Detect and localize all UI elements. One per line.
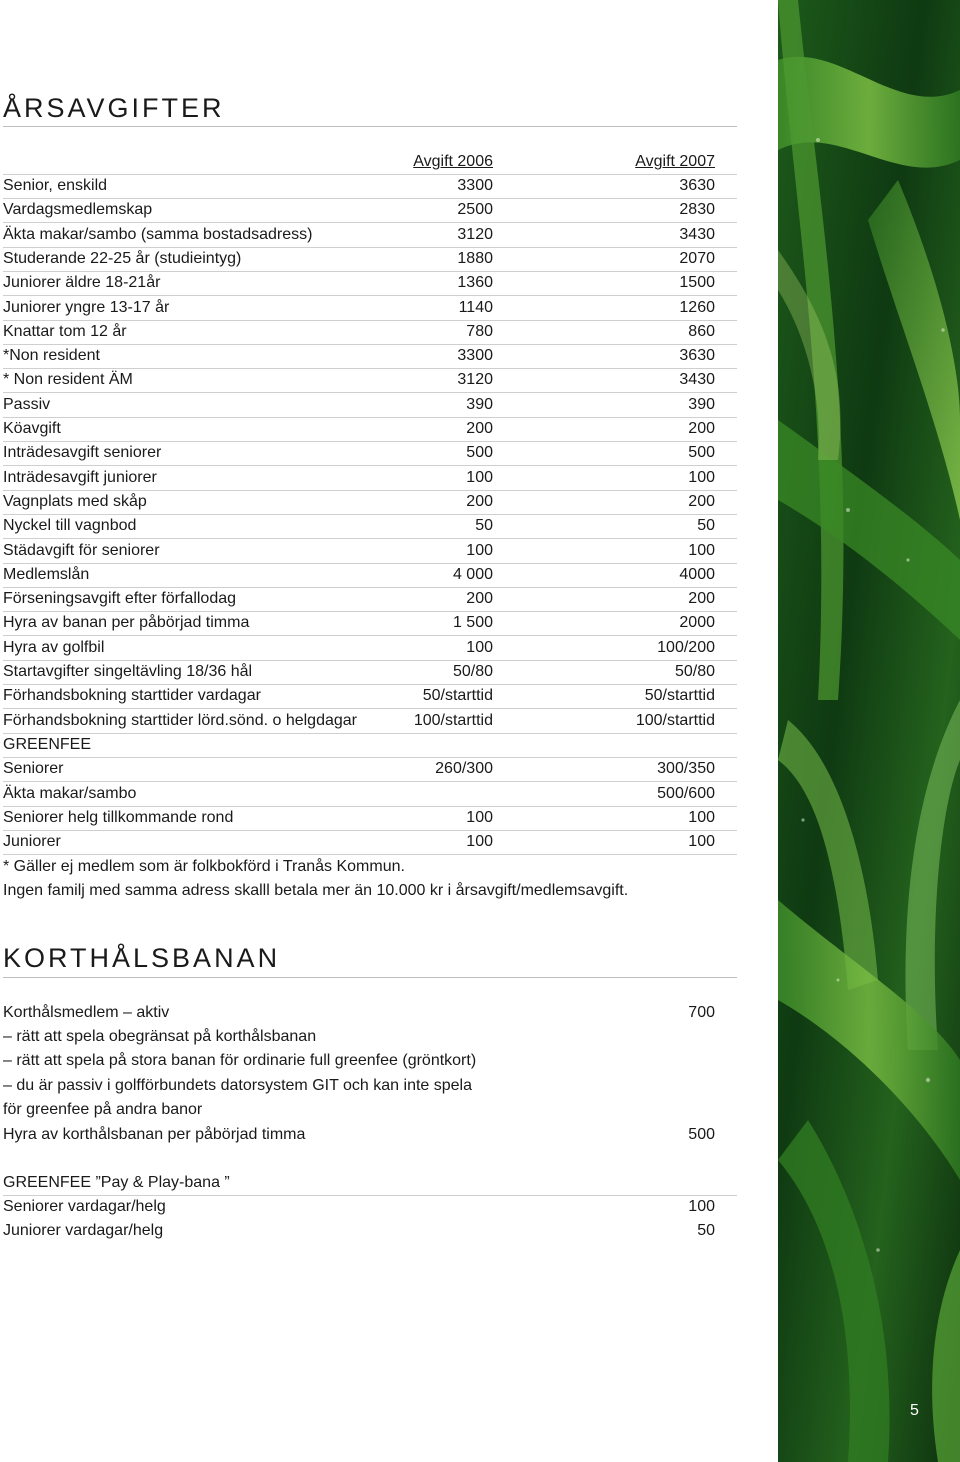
fee-2006: 200 [466,420,493,437]
footnote-resident: * Gäller ej medlem som är folkbokförd i Tranås Kommun. [3,858,405,875]
table-header [3,151,737,175]
fee-2007: 2830 [679,201,715,219]
fee-label: Juniorer äldre 18-21år [3,274,161,292]
fee-2007: 50 [697,517,715,535]
fee-2007: 4000 [679,565,715,583]
fee-2007: 100/200 [657,638,715,656]
fee-label: *Non resident [3,347,100,365]
table-row [3,248,737,272]
table-row [3,297,737,321]
table-row [3,612,737,636]
item-label: Hyra av korthålsbanan per påbörjad timma [3,1126,306,1143]
fee-2006: 2500 [457,201,493,219]
fee-2006: 100 [466,541,493,559]
fee-label: Hyra av banan per påbörjad timma [3,614,250,632]
annual-fees-title: ÅRSAVGIFTER [3,93,225,123]
fee-label: Äkta makar/sambo (samma bostadsadress) [3,225,313,243]
fee-label: Seniorer helg tillkommande rond [3,808,234,826]
table-row [3,540,737,564]
table-row [3,807,737,831]
item-label: för greenfee på andra banor [3,1101,203,1118]
fee-2006: 4 000 [452,565,493,583]
table-row [3,272,737,296]
item-value: 100 [688,1198,715,1215]
greenfee-header [3,1172,737,1196]
fee-label: Passiv [3,395,51,413]
col-2007-header: Avgift 2007 [635,153,715,170]
fee-2006: 500 [466,444,493,462]
fee-label: Städavgift för seniorer [3,541,160,559]
fee-2007: 3430 [679,371,715,389]
fee-2007: 1500 [679,274,715,292]
item-value: 700 [688,1004,715,1021]
table-row [3,588,737,612]
fee-label: Medlemslån [3,565,90,583]
list-item [3,1124,737,1148]
fee-label: Studerande 22-25 år (studieintyg) [3,249,242,267]
fee-2006: 390 [466,395,493,413]
fee-2007: 200 [688,492,715,510]
fee-label: Förseningsavgift efter förfallodag [3,590,237,608]
grass-leaves-photo-icon [778,0,960,1462]
table-row [3,783,737,807]
fee-label: Inträdesavgift juniorer [3,468,157,486]
table-row [3,637,737,661]
fee-label: Vagnplats med skåp [3,492,147,510]
list-item [3,1026,737,1050]
table-row [3,224,737,248]
fee-2007: 100/starttid [635,711,715,729]
fee-2007: 500/600 [657,784,715,802]
table-row [3,467,737,491]
fee-2006: 50 [475,517,493,535]
fee-2007: 2000 [679,614,715,632]
fee-2007: 3430 [679,225,715,243]
title-rule [3,126,737,127]
fee-2006: 1360 [457,274,493,292]
fee-2007: 50/80 [674,663,715,680]
fee-2007: 100 [688,808,715,826]
table-row [3,758,737,782]
table-row [3,491,737,515]
fee-label: Inträdesavgift seniorer [3,444,162,462]
table-row [3,418,737,442]
fee-2007: 100 [688,833,715,851]
fee-label: GREENFEE [3,735,92,753]
item-label: Juniorer vardagar/helg [3,1222,164,1239]
title-rule [3,977,737,978]
table-row [3,831,737,855]
fee-2006: 100 [466,638,493,656]
table-row [3,442,737,466]
fee-2006: 100 [466,808,493,826]
fee-2007: 200 [688,420,715,437]
table-row [3,710,737,734]
fee-label: Förhandsbokning starttider vardagar [3,687,261,705]
table-row [3,564,737,588]
table-row [3,394,737,418]
table-row [3,369,737,393]
item-label: – du är passiv i golfförbundets datorsystem GIT och kan inte spela [3,1077,472,1094]
fee-label: Juniorer [3,833,61,851]
fee-label: * Non resident ÄM [3,371,133,389]
table-row [3,734,737,758]
table-row [3,199,737,223]
fee-2006: 200 [466,492,493,510]
fee-label: Nyckel till vagnbod [3,517,137,535]
fee-2007: 200 [688,590,715,608]
col-2006-header: Avgift 2006 [413,153,493,170]
fee-2007: 3630 [679,177,715,194]
list-item [3,1196,737,1220]
fee-2007: 860 [688,322,715,340]
fee-2006: 3120 [457,225,493,243]
fee-2007: 100 [688,541,715,559]
table-row [3,345,737,369]
fee-2007: 1260 [679,298,715,316]
item-label: – rätt att spela på stora banan för ordinarie full greenfee (gröntkort) [3,1052,477,1069]
fee-2007: 390 [688,395,715,413]
fee-label: Startavgifter singeltävling 18/36 hål [3,663,253,680]
list-item [3,1099,737,1123]
fee-label: Köavgift [3,420,61,437]
item-label: Korthålsmedlem – aktiv [3,1004,170,1021]
grass-photo [778,0,960,1462]
fee-2006: 3300 [457,177,493,194]
fee-label: Hyra av golfbil [3,638,105,656]
fee-2006: 50/80 [452,663,493,680]
fee-label: Juniorer yngre 13-17 år [3,298,170,316]
item-label: Seniorer vardagar/helg [3,1198,166,1215]
fee-2006: 50/starttid [422,687,493,705]
fee-2006: 260/300 [435,760,493,778]
table-row [3,321,737,345]
table-row [3,661,737,685]
fee-2007: 500 [688,444,715,462]
fee-2006: 1140 [458,298,493,316]
item-value: 50 [697,1222,715,1239]
fee-2006: 100/starttid [413,711,493,729]
fee-2007: 2070 [679,249,715,267]
fee-label: Förhandsbokning starttider lörd.sönd. o helgdagar [3,711,357,729]
fee-2006: 100 [466,833,493,851]
footnote-family-cap: Ingen familj med samma adress skalll betala mer än 10.000 kr i årsavgift/medlemsavgift. [3,882,629,899]
fee-2007: 50/starttid [644,687,715,705]
table-row [3,685,737,709]
table-row [3,515,737,539]
fee-label: Seniorer [3,760,64,778]
fee-label: Äkta makar/sambo [3,784,137,802]
list-item [3,1002,737,1026]
item-value: 500 [688,1126,715,1143]
list-item [3,1220,737,1244]
fee-2006: 3120 [457,371,493,389]
fee-2007: 100 [688,468,715,486]
list-item [3,1050,737,1074]
fee-2006: 780 [466,322,493,340]
greenfee-title: GREENFEE ”Pay & Play-bana ” [3,1174,230,1191]
fee-2006: 1880 [457,249,493,267]
fee-2007: 300/350 [657,760,715,778]
page-number: 5 [910,1402,919,1419]
fee-2006: 200 [466,590,493,608]
fee-label: Knattar tom 12 år [3,322,127,340]
table-row [3,175,737,199]
short-course-title: KORTHÅLSBANAN [3,943,281,973]
fee-2006: 100 [466,468,493,486]
fee-2006: 1 500 [452,614,493,632]
fee-2007: 3630 [679,347,715,365]
fee-label: Senior, enskild [3,177,108,194]
fee-label: Vardagsmedlemskap [3,201,153,219]
item-label: – rätt att spela obegränsat på korthålsbanan [3,1028,317,1045]
list-item [3,1075,737,1099]
fee-2006: 3300 [457,347,493,365]
